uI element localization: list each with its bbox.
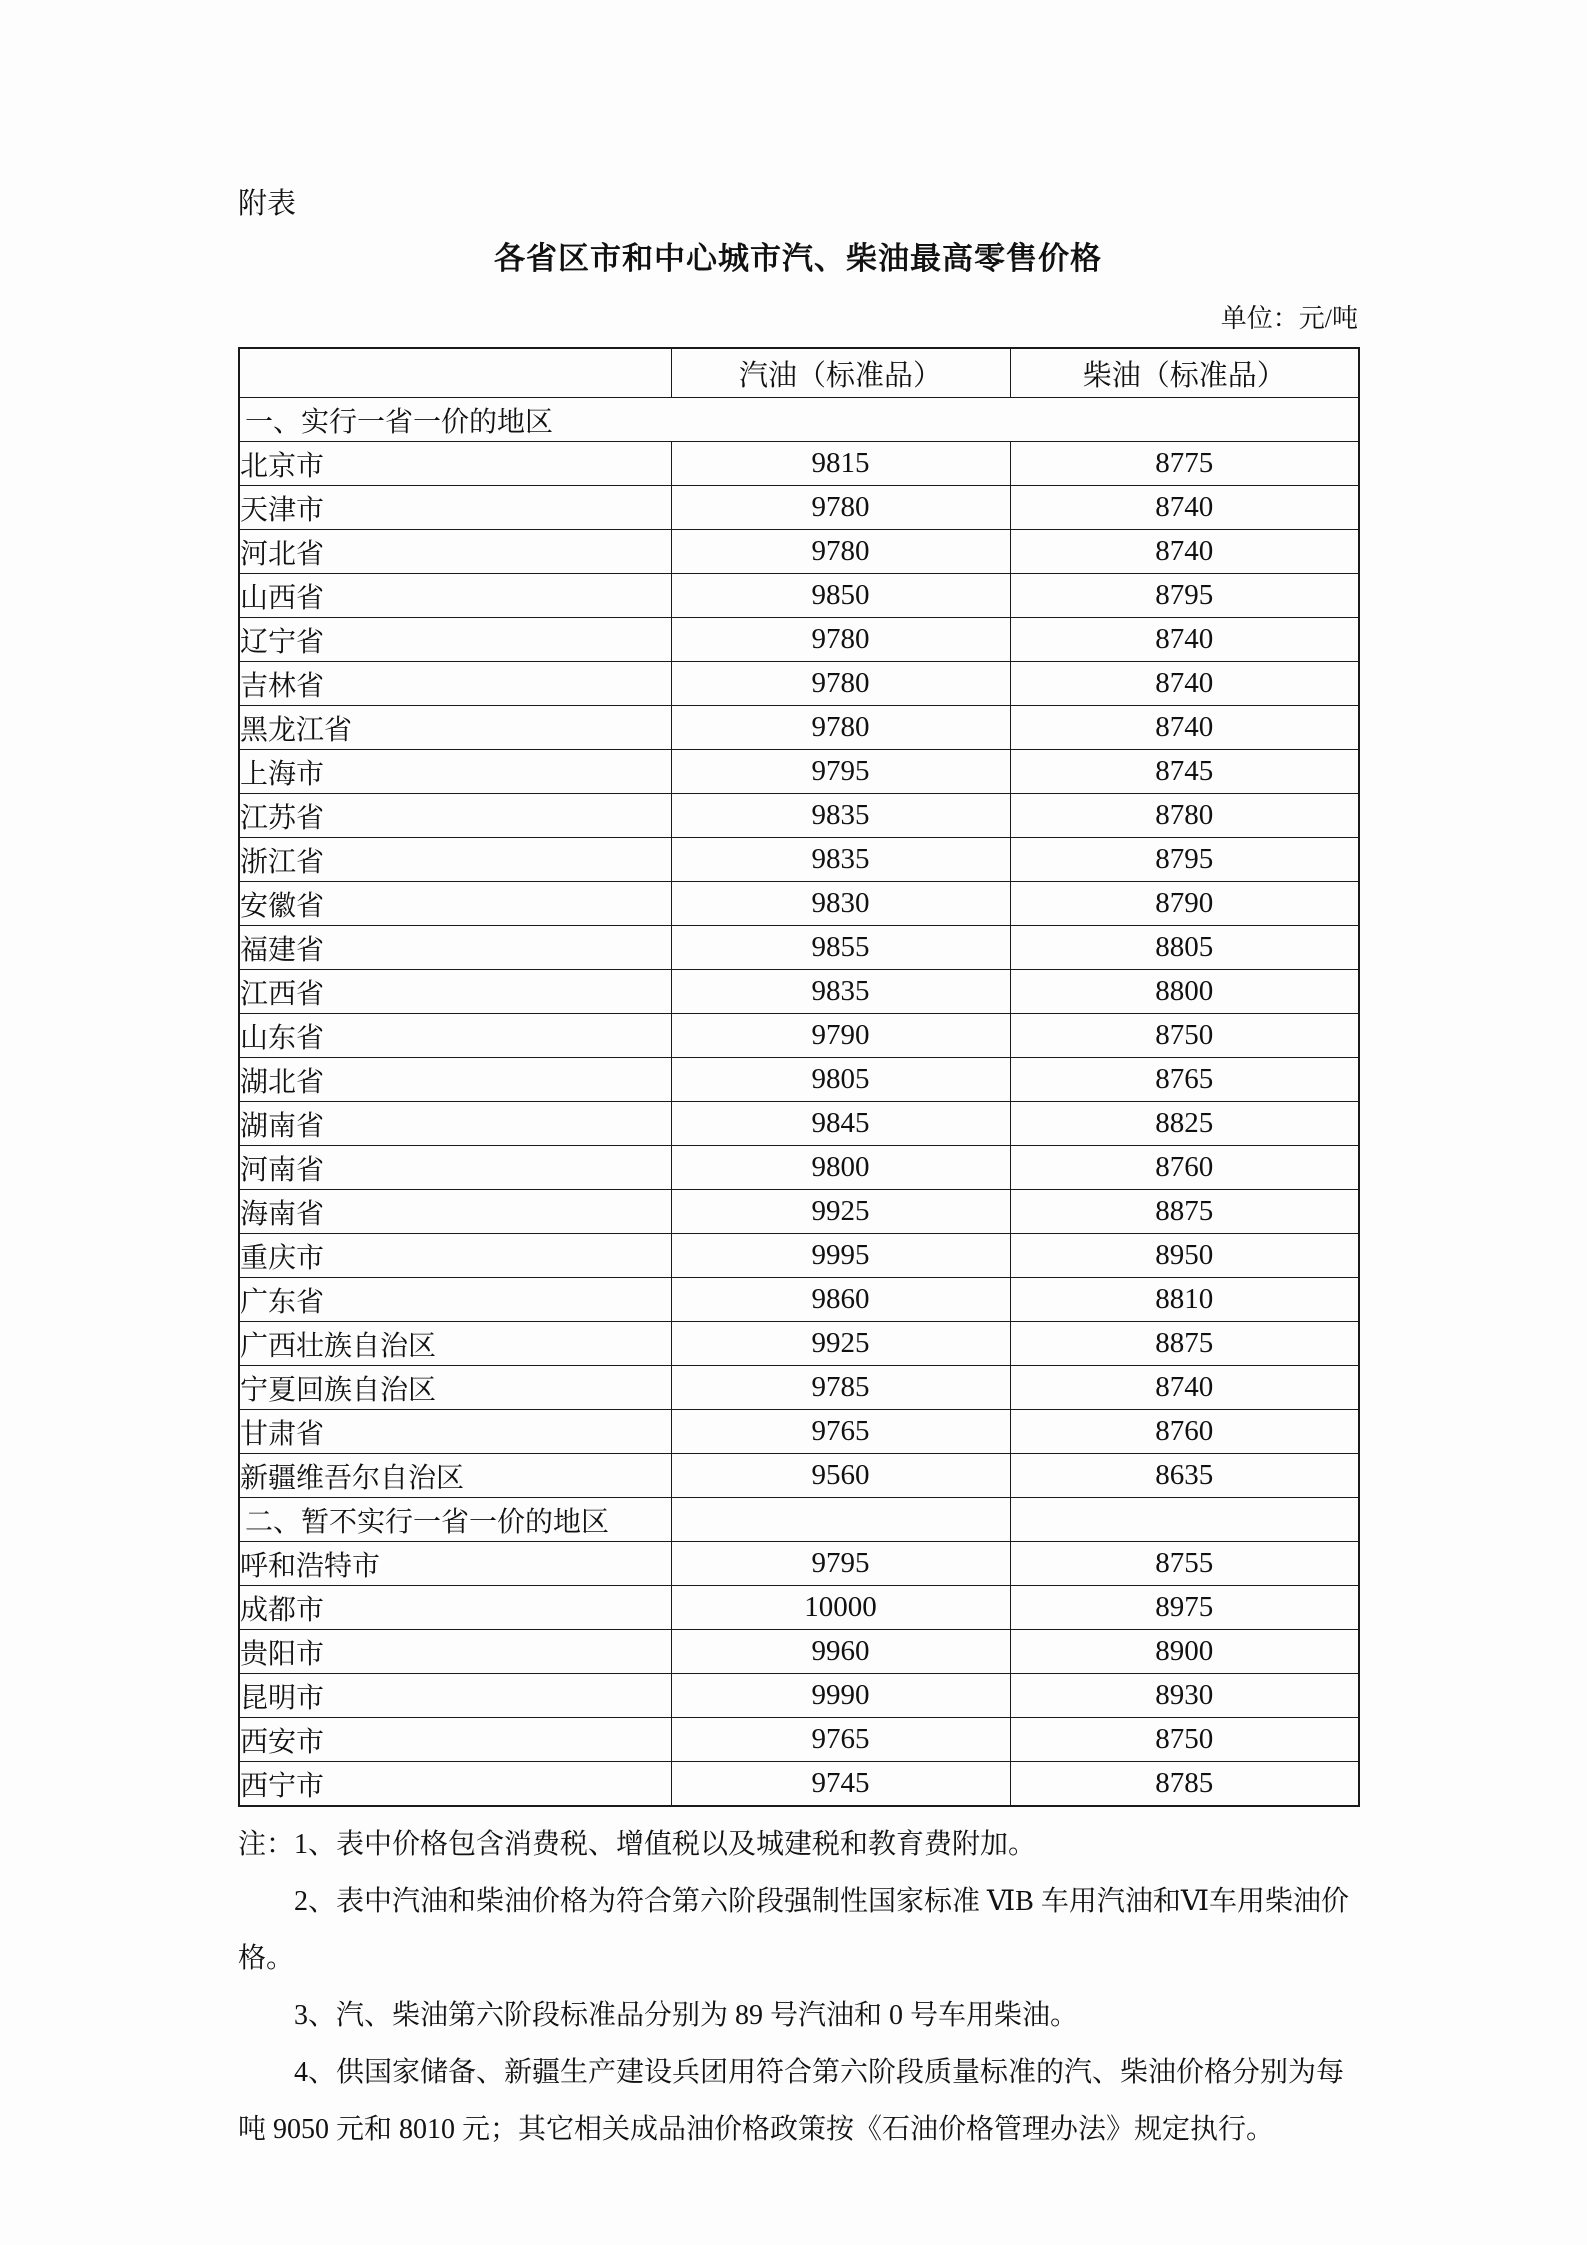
gasoline-price: 9765 [671,1410,1010,1454]
table-row [239,1146,1359,1190]
note-line-3: 3、汽、柴油第六阶段标准品分别为 89 号汽油和 0 号车用柴油。 [294,2000,1079,2032]
region-name: 北京市 [239,442,671,486]
empty-cell [671,1498,1010,1542]
table-row [239,574,1359,618]
diesel-price: 8740 [1010,706,1359,750]
diesel-price: 8775 [1010,442,1359,486]
gasoline-price: 9990 [671,1674,1010,1718]
diesel-price: 8635 [1010,1454,1359,1498]
gasoline-price: 9830 [671,882,1010,926]
region-name: 河南省 [239,1146,671,1190]
region-name: 广东省 [239,1278,671,1322]
table-row [239,1234,1359,1278]
diesel-price: 8900 [1010,1630,1359,1674]
diesel-price: 8760 [1010,1410,1359,1454]
table-row [239,662,1359,706]
diesel-price: 8810 [1010,1278,1359,1322]
region-name: 湖北省 [239,1058,671,1102]
region-name: 吉林省 [239,662,671,706]
notes-section [238,1816,1358,2158]
table-row [239,1190,1359,1234]
diesel-price: 8950 [1010,1234,1359,1278]
diesel-price: 8740 [1010,662,1359,706]
diesel-price: 8765 [1010,1058,1359,1102]
table-row [239,486,1359,530]
section-label: 一、实行一省一价的地区 [239,398,1359,442]
table-row [239,1630,1359,1674]
table-row [239,1366,1359,1410]
gasoline-price: 9790 [671,1014,1010,1058]
gasoline-column-header: 汽油（标准品） [671,348,1010,398]
table-row [239,530,1359,574]
annex-label: 附表 [238,188,297,220]
table-row [239,1674,1359,1718]
table-row [239,1014,1359,1058]
diesel-price: 8930 [1010,1674,1359,1718]
table-row [239,750,1359,794]
region-name: 江苏省 [239,794,671,838]
table-row [239,1718,1359,1762]
region-name: 海南省 [239,1190,671,1234]
table-row [239,926,1359,970]
table-row [239,970,1359,1014]
gasoline-price: 9850 [671,574,1010,618]
section-label: 二、暂不实行一省一价的地区 [239,1498,671,1542]
gasoline-price: 9995 [671,1234,1010,1278]
region-name: 天津市 [239,486,671,530]
diesel-price: 8875 [1010,1322,1359,1366]
region-name: 西安市 [239,1718,671,1762]
diesel-price: 8740 [1010,1366,1359,1410]
table-row [239,442,1359,486]
region-name: 呼和浩特市 [239,1542,671,1586]
diesel-column-header: 柴油（标准品） [1010,348,1359,398]
diesel-price: 8800 [1010,970,1359,1014]
table-header-row [239,348,1359,398]
region-name: 黑龙江省 [239,706,671,750]
diesel-price: 8790 [1010,882,1359,926]
gasoline-price: 9795 [671,1542,1010,1586]
table-row [239,1322,1359,1366]
table-row [239,794,1359,838]
table-row [239,838,1359,882]
gasoline-price: 9835 [671,794,1010,838]
region-name: 西宁市 [239,1762,671,1807]
gasoline-price: 9780 [671,662,1010,706]
region-name: 安徽省 [239,882,671,926]
table-row [239,1278,1359,1322]
diesel-price: 8785 [1010,1762,1359,1807]
region-name: 湖南省 [239,1102,671,1146]
gasoline-price: 9855 [671,926,1010,970]
gasoline-price: 9925 [671,1190,1010,1234]
region-name: 山西省 [239,574,671,618]
region-name: 宁夏回族自治区 [239,1366,671,1410]
gasoline-price: 9745 [671,1762,1010,1807]
region-name: 辽宁省 [239,618,671,662]
table-row [239,1762,1359,1807]
diesel-price: 8755 [1010,1542,1359,1586]
price-table-body [239,398,1359,1807]
gasoline-price: 9925 [671,1322,1010,1366]
gasoline-price: 9960 [671,1630,1010,1674]
diesel-price: 8805 [1010,926,1359,970]
unit-label: 单位：元/吨 [1220,304,1358,334]
gasoline-price: 9780 [671,618,1010,662]
gasoline-price: 9835 [671,838,1010,882]
gasoline-price: 10000 [671,1586,1010,1630]
region-name: 江西省 [239,970,671,1014]
gasoline-price: 9780 [671,530,1010,574]
gasoline-price: 9860 [671,1278,1010,1322]
gasoline-price: 9560 [671,1454,1010,1498]
table-row [239,1454,1359,1498]
region-name: 甘肃省 [239,1410,671,1454]
diesel-price: 8795 [1010,838,1359,882]
diesel-price: 8745 [1010,750,1359,794]
table-row [239,1410,1359,1454]
gasoline-price: 9765 [671,1718,1010,1762]
region-name: 成都市 [239,1586,671,1630]
diesel-price: 8875 [1010,1190,1359,1234]
note-line-1: 注：1、表中价格包含消费税、增值税以及城建税和教育费附加。 [238,1829,1037,1861]
gasoline-price: 9815 [671,442,1010,486]
note-line-2: 2、表中汽油和柴油价格为符合第六阶段强制性国家标准 ⅥB 车用汽油和Ⅵ车用柴油价格。 [238,1886,1350,1975]
region-name: 贵阳市 [239,1630,671,1674]
table-row [239,706,1359,750]
diesel-price: 8750 [1010,1718,1359,1762]
gasoline-price: 9845 [671,1102,1010,1146]
diesel-price: 8740 [1010,618,1359,662]
region-name: 新疆维吾尔自治区 [239,1454,671,1498]
region-name: 浙江省 [239,838,671,882]
diesel-price: 8780 [1010,794,1359,838]
gasoline-price: 9780 [671,486,1010,530]
table-row [239,1102,1359,1146]
region-name: 山东省 [239,1014,671,1058]
gasoline-price: 9780 [671,706,1010,750]
region-column-header [239,348,671,398]
region-name: 河北省 [239,530,671,574]
document-content [238,188,1358,2158]
region-name: 重庆市 [239,1234,671,1278]
region-name: 广西壮族自治区 [239,1322,671,1366]
region-name: 上海市 [239,750,671,794]
region-name: 福建省 [239,926,671,970]
table-row [239,1586,1359,1630]
table-row [239,882,1359,926]
diesel-price: 8825 [1010,1102,1359,1146]
gasoline-price: 9800 [671,1146,1010,1190]
section-header-row [239,398,1359,442]
empty-cell [1010,1498,1359,1542]
diesel-price: 8740 [1010,486,1359,530]
region-name: 昆明市 [239,1674,671,1718]
gasoline-price: 9805 [671,1058,1010,1102]
section-header-row [239,1498,1359,1542]
table-row [239,1542,1359,1586]
diesel-price: 8975 [1010,1586,1359,1630]
table-row [239,1058,1359,1102]
table-row [239,618,1359,662]
document-title: 各省区市和中心城市汽、柴油最高零售价格 [494,241,1102,277]
note-line-4: 4、供国家储备、新疆生产建设兵团用符合第六阶段质量标准的汽、柴油价格分别为每吨 9050 元和 8010 元；其它相关成品油价格政策按《石油价格管理办法》规定执行。 [238,2057,1345,2146]
gasoline-price: 9795 [671,750,1010,794]
diesel-price: 8795 [1010,574,1359,618]
price-table [238,347,1360,1807]
diesel-price: 8760 [1010,1146,1359,1190]
gasoline-price: 9835 [671,970,1010,1014]
diesel-price: 8750 [1010,1014,1359,1058]
diesel-price: 8740 [1010,530,1359,574]
gasoline-price: 9785 [671,1366,1010,1410]
